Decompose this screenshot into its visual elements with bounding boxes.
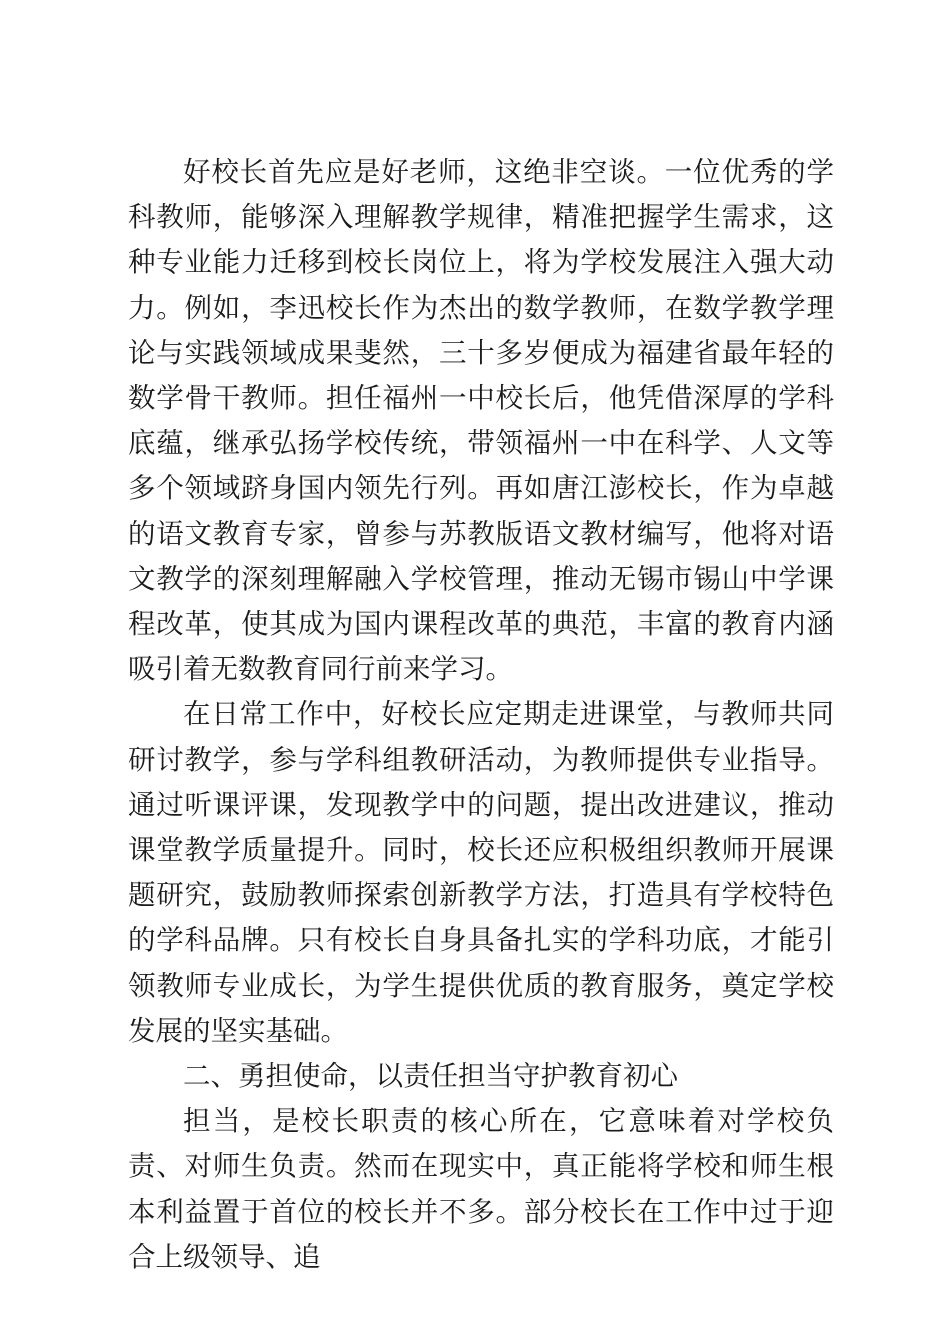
paragraph-1: 好校长首先应是好老师，这绝非空谈。一位优秀的学科教师，能够深入理解教学规律，精准把握学生需求，这种专业能力迁移到校长岗位上，将为学校发展注入强大动力。例如，李迅校长作为杰出的数学教师，在数学教学理论与实践领域成果斐然，三十多岁便成为福建省最年轻的数学骨干教师。担任福州一中校长后，他凭借深厚的学科底蕴，继承弘扬学校传统，带领福州一中在科学、人文等多个领域跻身国内领先行列。再如唐江澎校长，作为卓越的语文教育专家，曾参与苏教版语文教材编写，他将对语文教学的深刻理解融入学校管理，推动无锡市锡山中学课程改革，使其成为国内课程改革的典范，丰富的教育内涵吸引着无数教育同行前来学习。 bbox=[128, 156, 834, 686]
paragraph-3: 担当，是校长职责的核心所在，它意味着对学校负责、对师生负责。然而在现实中，真正能将学校和师生根本利益置于首位的校长并不多。部分校长在工作中过于迎合上级领导、追 bbox=[128, 1105, 834, 1273]
document-page bbox=[128, 150, 834, 1280]
paragraph-2: 在日常工作中，好校长应定期走进课堂，与教师共同研讨教学，参与学科组教研活动，为教师提供专业指导。通过听课评课，发现教学中的问题，提出改进建议，推动课堂教学质量提升。同时，校长还应积极组织教师开展课题研究，鼓励教师探索创新教学方法，打造具有学校特色的学科品牌。只有校长自身具备扎实的学科功底，才能引领教师专业成长，为学生提供优质的教育服务，奠定学校发展的坚实基础。 bbox=[128, 698, 834, 1047]
section-heading: 二、勇担使命，以责任担当守护教育初心 bbox=[183, 1060, 678, 1093]
